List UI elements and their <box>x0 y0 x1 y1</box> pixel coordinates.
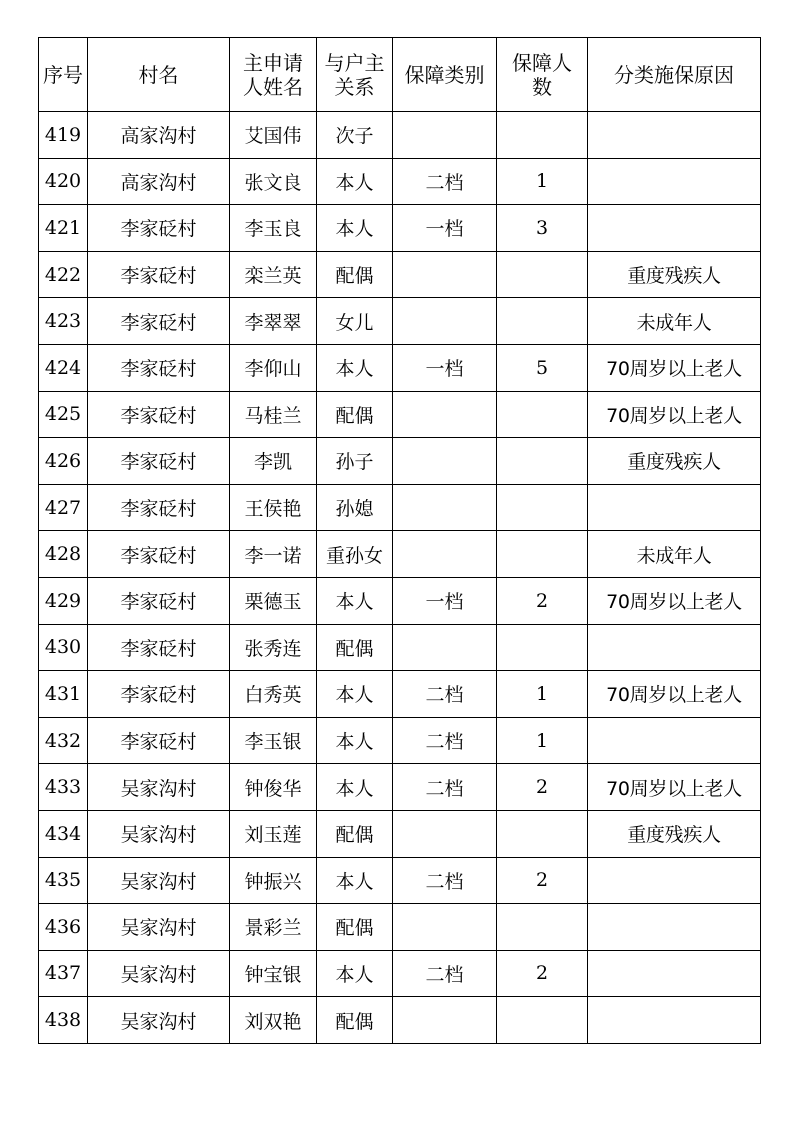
cell-relation: 本人 <box>317 950 393 997</box>
cell-relation: 孙子 <box>317 438 393 485</box>
cell-category <box>393 624 497 671</box>
cell-category: 二档 <box>393 717 497 764</box>
cell-category <box>393 484 497 531</box>
cell-relation: 本人 <box>317 205 393 252</box>
cell-applicant-name: 张秀连 <box>230 624 317 671</box>
cell-category <box>393 810 497 857</box>
cell-applicant-name: 马桂兰 <box>230 391 317 438</box>
header-count-line1: 保障人 <box>512 50 572 75</box>
cell-count <box>497 298 588 345</box>
cell-relation: 女儿 <box>317 298 393 345</box>
cell-applicant-name: 刘玉莲 <box>230 810 317 857</box>
cell-relation: 本人 <box>317 158 393 205</box>
cell-applicant-name: 李一诺 <box>230 531 317 578</box>
cell-village: 李家砭村 <box>88 205 230 252</box>
table-body <box>39 112 761 1044</box>
cell-applicant-name: 艾国伟 <box>230 112 317 159</box>
table-row <box>39 671 761 718</box>
table-row <box>39 577 761 624</box>
cell-applicant-name: 钟俊华 <box>230 764 317 811</box>
header-relation-line1: 与户主 <box>324 50 385 75</box>
cell-reason <box>588 484 761 531</box>
cell-village: 李家砭村 <box>88 671 230 718</box>
table-row <box>39 950 761 997</box>
cell-village: 李家砭村 <box>88 251 230 298</box>
cell-count <box>497 997 588 1044</box>
cell-seq: 431 <box>39 671 88 718</box>
table-row <box>39 391 761 438</box>
cell-relation: 配偶 <box>317 251 393 298</box>
cell-seq: 425 <box>39 391 88 438</box>
cell-seq: 438 <box>39 997 88 1044</box>
cell-seq: 434 <box>39 810 88 857</box>
cell-seq: 429 <box>39 577 88 624</box>
cell-village: 李家砭村 <box>88 344 230 391</box>
cell-village: 吴家沟村 <box>88 904 230 951</box>
header-applicant-line1: 主申请 <box>243 50 303 75</box>
cell-relation: 本人 <box>317 344 393 391</box>
header-applicant <box>230 38 317 112</box>
header-seq: 序号 <box>39 38 88 112</box>
cell-relation: 配偶 <box>317 810 393 857</box>
cell-relation: 配偶 <box>317 624 393 671</box>
cell-relation: 本人 <box>317 857 393 904</box>
table-row <box>39 857 761 904</box>
table-row <box>39 904 761 951</box>
cell-village: 李家砭村 <box>88 531 230 578</box>
cell-applicant-name: 李仰山 <box>230 344 317 391</box>
cell-reason: 70周岁以上老人 <box>588 577 761 624</box>
cell-reason: 重度残疾人 <box>588 438 761 485</box>
cell-count <box>497 810 588 857</box>
cell-applicant-name: 李翠翠 <box>230 298 317 345</box>
cell-category <box>393 298 497 345</box>
header-applicant-line2: 人姓名 <box>243 74 303 99</box>
table-row <box>39 717 761 764</box>
cell-reason <box>588 158 761 205</box>
cell-applicant-name: 栗德玉 <box>230 577 317 624</box>
cell-relation: 本人 <box>317 671 393 718</box>
cell-count: 1 <box>497 671 588 718</box>
cell-reason <box>588 950 761 997</box>
cell-seq: 419 <box>39 112 88 159</box>
cell-village: 吴家沟村 <box>88 764 230 811</box>
table-row <box>39 205 761 252</box>
cell-village: 李家砭村 <box>88 577 230 624</box>
table-row <box>39 810 761 857</box>
cell-seq: 423 <box>39 298 88 345</box>
cell-reason <box>588 112 761 159</box>
cell-reason: 重度残疾人 <box>588 251 761 298</box>
cell-count: 2 <box>497 764 588 811</box>
header-relation-line2: 关系 <box>334 74 375 99</box>
cell-applicant-name: 张文良 <box>230 158 317 205</box>
cell-applicant-name: 王侯艳 <box>230 484 317 531</box>
cell-village: 李家砭村 <box>88 298 230 345</box>
table-row <box>39 764 761 811</box>
cell-relation: 本人 <box>317 717 393 764</box>
cell-relation: 本人 <box>317 764 393 811</box>
cell-village: 李家砭村 <box>88 484 230 531</box>
cell-relation: 配偶 <box>317 904 393 951</box>
cell-seq: 426 <box>39 438 88 485</box>
cell-reason <box>588 205 761 252</box>
cell-relation: 重孙女 <box>317 531 393 578</box>
cell-reason <box>588 624 761 671</box>
header-count-line2: 数 <box>532 74 552 99</box>
cell-count <box>497 531 588 578</box>
cell-category <box>393 904 497 951</box>
cell-count: 2 <box>497 577 588 624</box>
cell-reason: 70周岁以上老人 <box>588 391 761 438</box>
cell-village: 李家砭村 <box>88 717 230 764</box>
cell-relation: 孙媳 <box>317 484 393 531</box>
cell-relation: 本人 <box>317 577 393 624</box>
cell-count <box>497 251 588 298</box>
cell-village: 李家砭村 <box>88 438 230 485</box>
cell-count <box>497 624 588 671</box>
header-relation <box>317 38 393 112</box>
cell-count <box>497 438 588 485</box>
assistance-roster-table <box>38 37 761 1044</box>
cell-count: 1 <box>497 158 588 205</box>
cell-reason <box>588 857 761 904</box>
cell-category: 一档 <box>393 577 497 624</box>
cell-count <box>497 904 588 951</box>
cell-seq: 427 <box>39 484 88 531</box>
table-row <box>39 344 761 391</box>
cell-applicant-name: 李凯 <box>230 438 317 485</box>
cell-relation: 配偶 <box>317 997 393 1044</box>
cell-seq: 437 <box>39 950 88 997</box>
table-row <box>39 298 761 345</box>
cell-count <box>497 112 588 159</box>
cell-village: 吴家沟村 <box>88 857 230 904</box>
cell-village: 吴家沟村 <box>88 810 230 857</box>
cell-category: 二档 <box>393 764 497 811</box>
cell-reason: 重度残疾人 <box>588 810 761 857</box>
cell-category <box>393 112 497 159</box>
cell-category: 二档 <box>393 671 497 718</box>
cell-seq: 421 <box>39 205 88 252</box>
cell-category <box>393 531 497 578</box>
cell-relation: 次子 <box>317 112 393 159</box>
table-row <box>39 158 761 205</box>
cell-count: 2 <box>497 857 588 904</box>
cell-seq: 430 <box>39 624 88 671</box>
cell-reason: 70周岁以上老人 <box>588 344 761 391</box>
cell-seq: 422 <box>39 251 88 298</box>
cell-applicant-name: 钟振兴 <box>230 857 317 904</box>
table-row <box>39 531 761 578</box>
cell-applicant-name: 白秀英 <box>230 671 317 718</box>
cell-reason: 70周岁以上老人 <box>588 764 761 811</box>
cell-reason <box>588 904 761 951</box>
cell-applicant-name: 李玉银 <box>230 717 317 764</box>
cell-reason <box>588 997 761 1044</box>
cell-count <box>497 391 588 438</box>
cell-applicant-name: 刘双艳 <box>230 997 317 1044</box>
header-row <box>39 38 761 112</box>
cell-seq: 435 <box>39 857 88 904</box>
cell-count: 5 <box>497 344 588 391</box>
table-row <box>39 624 761 671</box>
cell-category: 二档 <box>393 950 497 997</box>
cell-count: 2 <box>497 950 588 997</box>
cell-count: 3 <box>497 205 588 252</box>
header-count <box>497 38 588 112</box>
cell-category <box>393 438 497 485</box>
cell-seq: 428 <box>39 531 88 578</box>
cell-seq: 436 <box>39 904 88 951</box>
cell-relation: 配偶 <box>317 391 393 438</box>
cell-village: 高家沟村 <box>88 158 230 205</box>
header-village: 村名 <box>88 38 230 112</box>
table-row <box>39 484 761 531</box>
cell-category: 一档 <box>393 344 497 391</box>
cell-applicant-name: 钟宝银 <box>230 950 317 997</box>
cell-applicant-name: 李玉良 <box>230 205 317 252</box>
table-row <box>39 438 761 485</box>
cell-count <box>497 484 588 531</box>
table-row <box>39 251 761 298</box>
cell-reason: 70周岁以上老人 <box>588 671 761 718</box>
cell-seq: 433 <box>39 764 88 811</box>
cell-category: 一档 <box>393 205 497 252</box>
header-reason: 分类施保原因 <box>588 38 761 112</box>
cell-seq: 432 <box>39 717 88 764</box>
cell-category <box>393 997 497 1044</box>
cell-category <box>393 391 497 438</box>
cell-seq: 424 <box>39 344 88 391</box>
table-row <box>39 112 761 159</box>
cell-category <box>393 251 497 298</box>
cell-category: 二档 <box>393 158 497 205</box>
cell-village: 李家砭村 <box>88 391 230 438</box>
cell-reason: 未成年人 <box>588 531 761 578</box>
cell-applicant-name: 景彩兰 <box>230 904 317 951</box>
cell-seq: 420 <box>39 158 88 205</box>
cell-category: 二档 <box>393 857 497 904</box>
cell-village: 李家砭村 <box>88 624 230 671</box>
cell-reason: 未成年人 <box>588 298 761 345</box>
cell-village: 吴家沟村 <box>88 997 230 1044</box>
cell-reason <box>588 717 761 764</box>
cell-village: 高家沟村 <box>88 112 230 159</box>
cell-village: 吴家沟村 <box>88 950 230 997</box>
cell-count: 1 <box>497 717 588 764</box>
table-row <box>39 997 761 1044</box>
cell-applicant-name: 栾兰英 <box>230 251 317 298</box>
header-category: 保障类别 <box>393 38 497 112</box>
